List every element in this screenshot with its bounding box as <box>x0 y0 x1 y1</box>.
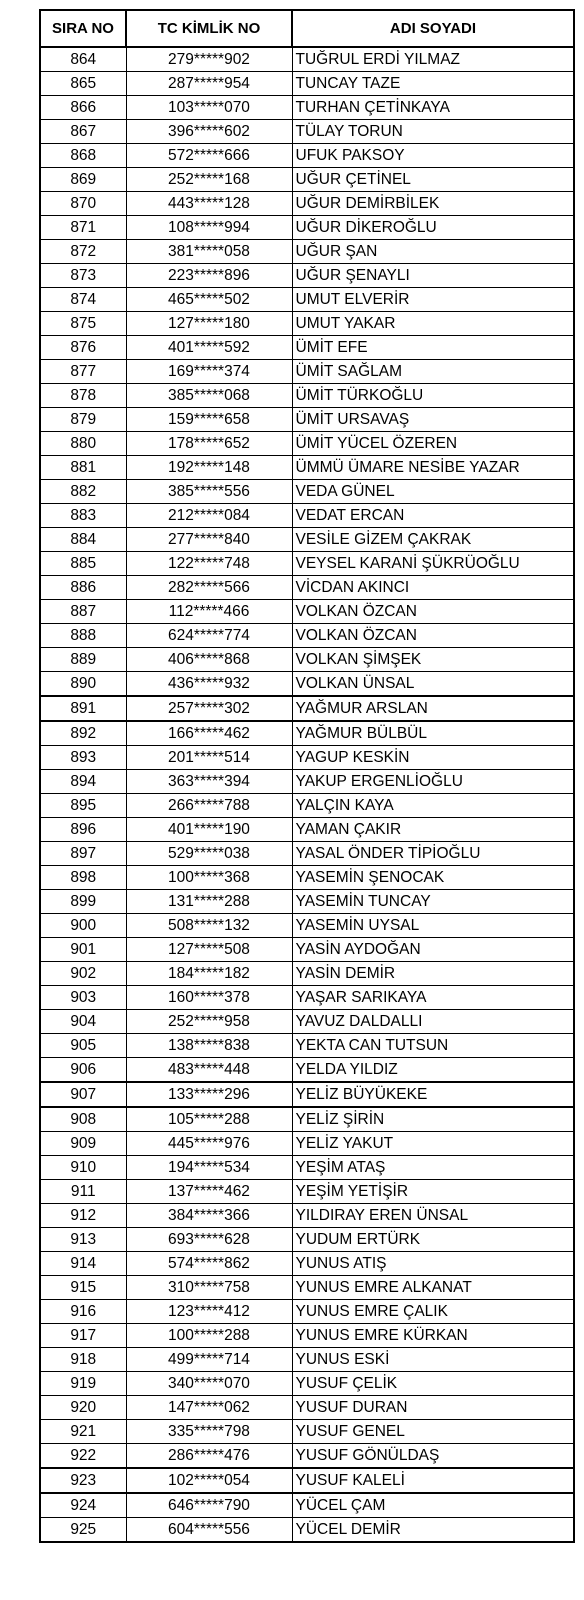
table-row <box>40 938 574 962</box>
table-row <box>40 1300 574 1324</box>
row-adi-soyadi: YELİZ YAKUT <box>292 1132 574 1156</box>
row-sira-no: 922 <box>40 1444 126 1469</box>
row-sira-no: 893 <box>40 746 126 770</box>
row-tc-kimlik-no: 396*****602 <box>126 120 292 144</box>
table-row <box>40 746 574 770</box>
table-row <box>40 696 574 721</box>
table-row <box>40 1082 574 1107</box>
row-adi-soyadi: YUDUM ERTÜRK <box>292 1228 574 1252</box>
row-sira-no: 885 <box>40 552 126 576</box>
table-row <box>40 72 574 96</box>
row-tc-kimlik-no: 335*****798 <box>126 1420 292 1444</box>
row-sira-no: 912 <box>40 1204 126 1228</box>
row-tc-kimlik-no: 693*****628 <box>126 1228 292 1252</box>
row-adi-soyadi: VEYSEL KARANİ ŞÜKRÜOĞLU <box>292 552 574 576</box>
row-sira-no: 880 <box>40 432 126 456</box>
row-adi-soyadi: TUĞRUL ERDİ YILMAZ <box>292 47 574 72</box>
table-row <box>40 1252 574 1276</box>
row-sira-no: 914 <box>40 1252 126 1276</box>
row-sira-no: 876 <box>40 336 126 360</box>
table-row <box>40 96 574 120</box>
row-sira-no: 879 <box>40 408 126 432</box>
table-row <box>40 1034 574 1058</box>
row-tc-kimlik-no: 529*****038 <box>126 842 292 866</box>
row-adi-soyadi: VOLKAN ÖZCAN <box>292 600 574 624</box>
row-tc-kimlik-no: 286*****476 <box>126 1444 292 1469</box>
row-adi-soyadi: YAGUP KESKİN <box>292 746 574 770</box>
row-adi-soyadi: YUSUF ÇELİK <box>292 1372 574 1396</box>
row-adi-soyadi: YUNUS EMRE ALKANAT <box>292 1276 574 1300</box>
row-sira-no: 909 <box>40 1132 126 1156</box>
row-sira-no: 901 <box>40 938 126 962</box>
row-sira-no: 883 <box>40 504 126 528</box>
row-adi-soyadi: YUSUF GÖNÜLDAŞ <box>292 1444 574 1469</box>
table-row <box>40 552 574 576</box>
row-adi-soyadi: ÜMMÜ ÜMARE NESİBE YAZAR <box>292 456 574 480</box>
row-tc-kimlik-no: 401*****190 <box>126 818 292 842</box>
row-tc-kimlik-no: 363*****394 <box>126 770 292 794</box>
row-sira-no: 900 <box>40 914 126 938</box>
row-sira-no: 874 <box>40 288 126 312</box>
row-tc-kimlik-no: 465*****502 <box>126 288 292 312</box>
row-sira-no: 919 <box>40 1372 126 1396</box>
row-adi-soyadi: TÜLAY TORUN <box>292 120 574 144</box>
row-tc-kimlik-no: 123*****412 <box>126 1300 292 1324</box>
row-sira-no: 913 <box>40 1228 126 1252</box>
table-row <box>40 1058 574 1083</box>
row-adi-soyadi: YASEMİN ŞENOCAK <box>292 866 574 890</box>
row-tc-kimlik-no: 257*****302 <box>126 696 292 721</box>
row-tc-kimlik-no: 406*****868 <box>126 648 292 672</box>
row-adi-soyadi: UĞUR DEMİRBİLEK <box>292 192 574 216</box>
row-sira-no: 888 <box>40 624 126 648</box>
row-sira-no: 917 <box>40 1324 126 1348</box>
table-row <box>40 432 574 456</box>
row-tc-kimlik-no: 445*****976 <box>126 1132 292 1156</box>
row-adi-soyadi: VESİLE GİZEM ÇAKRAK <box>292 528 574 552</box>
row-tc-kimlik-no: 385*****556 <box>126 480 292 504</box>
row-sira-no: 864 <box>40 47 126 72</box>
row-tc-kimlik-no: 137*****462 <box>126 1180 292 1204</box>
table-row <box>40 600 574 624</box>
row-tc-kimlik-no: 147*****062 <box>126 1396 292 1420</box>
row-adi-soyadi: UĞUR DİKEROĞLU <box>292 216 574 240</box>
table-row <box>40 408 574 432</box>
header-tc-kimlik-no: TC KİMLİK NO <box>126 10 292 47</box>
row-tc-kimlik-no: 279*****902 <box>126 47 292 72</box>
table-row <box>40 120 574 144</box>
row-tc-kimlik-no: 384*****366 <box>126 1204 292 1228</box>
table-row <box>40 1468 574 1493</box>
row-adi-soyadi: YUNUS EMRE ÇALIK <box>292 1300 574 1324</box>
table-row <box>40 1420 574 1444</box>
row-tc-kimlik-no: 381*****058 <box>126 240 292 264</box>
row-sira-no: 918 <box>40 1348 126 1372</box>
row-tc-kimlik-no: 169*****374 <box>126 360 292 384</box>
row-adi-soyadi: YEKTA CAN TUTSUN <box>292 1034 574 1058</box>
table-row <box>40 1010 574 1034</box>
row-tc-kimlik-no: 624*****774 <box>126 624 292 648</box>
row-tc-kimlik-no: 127*****508 <box>126 938 292 962</box>
table-row <box>40 770 574 794</box>
row-adi-soyadi: YEŞİM YETİŞİR <box>292 1180 574 1204</box>
table-row <box>40 890 574 914</box>
row-adi-soyadi: YAKUP ERGENLİOĞLU <box>292 770 574 794</box>
row-tc-kimlik-no: 192*****148 <box>126 456 292 480</box>
row-sira-no: 911 <box>40 1180 126 1204</box>
table-row <box>40 576 574 600</box>
row-adi-soyadi: TURHAN ÇETİNKAYA <box>292 96 574 120</box>
row-adi-soyadi: YASAL ÖNDER TİPİOĞLU <box>292 842 574 866</box>
row-sira-no: 882 <box>40 480 126 504</box>
row-adi-soyadi: TUNCAY TAZE <box>292 72 574 96</box>
row-adi-soyadi: YASİN DEMİR <box>292 962 574 986</box>
row-sira-no: 915 <box>40 1276 126 1300</box>
row-sira-no: 871 <box>40 216 126 240</box>
row-adi-soyadi: VEDAT ERCAN <box>292 504 574 528</box>
row-sira-no: 866 <box>40 96 126 120</box>
row-adi-soyadi: YAMAN ÇAKIR <box>292 818 574 842</box>
row-sira-no: 865 <box>40 72 126 96</box>
table-row <box>40 264 574 288</box>
row-adi-soyadi: UĞUR ŞENAYLI <box>292 264 574 288</box>
table-row <box>40 47 574 72</box>
row-adi-soyadi: UĞUR ÇETİNEL <box>292 168 574 192</box>
row-tc-kimlik-no: 105*****288 <box>126 1107 292 1132</box>
table-row <box>40 866 574 890</box>
row-adi-soyadi: YELDA YILDIZ <box>292 1058 574 1083</box>
row-sira-no: 898 <box>40 866 126 890</box>
row-tc-kimlik-no: 436*****932 <box>126 672 292 697</box>
row-tc-kimlik-no: 646*****790 <box>126 1493 292 1518</box>
row-adi-soyadi: YAĞMUR ARSLAN <box>292 696 574 721</box>
row-tc-kimlik-no: 112*****466 <box>126 600 292 624</box>
row-tc-kimlik-no: 499*****714 <box>126 1348 292 1372</box>
row-adi-soyadi: VOLKAN ŞİMŞEK <box>292 648 574 672</box>
row-sira-no: 908 <box>40 1107 126 1132</box>
row-sira-no: 878 <box>40 384 126 408</box>
table-row <box>40 1444 574 1469</box>
row-adi-soyadi: ÜMİT YÜCEL ÖZEREN <box>292 432 574 456</box>
row-tc-kimlik-no: 310*****758 <box>126 1276 292 1300</box>
row-tc-kimlik-no: 443*****128 <box>126 192 292 216</box>
table-row <box>40 1276 574 1300</box>
table-row <box>40 721 574 746</box>
row-sira-no: 873 <box>40 264 126 288</box>
row-sira-no: 907 <box>40 1082 126 1107</box>
row-adi-soyadi: VEDA GÜNEL <box>292 480 574 504</box>
row-sira-no: 895 <box>40 794 126 818</box>
table-row <box>40 1107 574 1132</box>
row-adi-soyadi: UMUT ELVERİR <box>292 288 574 312</box>
row-tc-kimlik-no: 223*****896 <box>126 264 292 288</box>
row-adi-soyadi: YÜCEL DEMİR <box>292 1518 574 1543</box>
table-row <box>40 1493 574 1518</box>
row-sira-no: 899 <box>40 890 126 914</box>
table-row <box>40 1372 574 1396</box>
row-adi-soyadi: VOLKAN ÜNSAL <box>292 672 574 697</box>
row-adi-soyadi: ÜMİT SAĞLAM <box>292 360 574 384</box>
row-adi-soyadi: YELİZ BÜYÜKEKE <box>292 1082 574 1107</box>
row-adi-soyadi: YUSUF DURAN <box>292 1396 574 1420</box>
row-tc-kimlik-no: 287*****954 <box>126 72 292 96</box>
row-adi-soyadi: YAŞAR SARIKAYA <box>292 986 574 1010</box>
header-sira-no: SIRA NO <box>40 10 126 47</box>
row-sira-no: 884 <box>40 528 126 552</box>
row-sira-no: 867 <box>40 120 126 144</box>
row-adi-soyadi: VİCDAN AKINCI <box>292 576 574 600</box>
row-adi-soyadi: YUNUS EMRE KÜRKAN <box>292 1324 574 1348</box>
table-row <box>40 1348 574 1372</box>
row-tc-kimlik-no: 266*****788 <box>126 794 292 818</box>
table-row <box>40 1324 574 1348</box>
row-tc-kimlik-no: 178*****652 <box>126 432 292 456</box>
table-row <box>40 240 574 264</box>
row-adi-soyadi: YASEMİN UYSAL <box>292 914 574 938</box>
table-row <box>40 842 574 866</box>
row-sira-no: 924 <box>40 1493 126 1518</box>
row-sira-no: 881 <box>40 456 126 480</box>
row-sira-no: 868 <box>40 144 126 168</box>
table-row <box>40 1518 574 1543</box>
row-sira-no: 869 <box>40 168 126 192</box>
table-row <box>40 914 574 938</box>
row-tc-kimlik-no: 201*****514 <box>126 746 292 770</box>
row-sira-no: 892 <box>40 721 126 746</box>
row-sira-no: 894 <box>40 770 126 794</box>
table-row <box>40 528 574 552</box>
row-adi-soyadi: UFUK PAKSOY <box>292 144 574 168</box>
row-tc-kimlik-no: 508*****132 <box>126 914 292 938</box>
row-adi-soyadi: YUSUF KALELİ <box>292 1468 574 1493</box>
table-row <box>40 1204 574 1228</box>
table-row <box>40 672 574 697</box>
row-sira-no: 910 <box>40 1156 126 1180</box>
row-adi-soyadi: YELİZ ŞİRİN <box>292 1107 574 1132</box>
row-tc-kimlik-no: 159*****658 <box>126 408 292 432</box>
row-sira-no: 903 <box>40 986 126 1010</box>
table-row <box>40 360 574 384</box>
header-adi-soyadi: ADI SOYADI <box>292 10 574 47</box>
row-sira-no: 904 <box>40 1010 126 1034</box>
row-adi-soyadi: ÜMİT EFE <box>292 336 574 360</box>
table-row <box>40 1228 574 1252</box>
table-row <box>40 1396 574 1420</box>
row-tc-kimlik-no: 604*****556 <box>126 1518 292 1543</box>
table-row <box>40 456 574 480</box>
table-row <box>40 794 574 818</box>
row-sira-no: 877 <box>40 360 126 384</box>
row-adi-soyadi: YAĞMUR BÜLBÜL <box>292 721 574 746</box>
row-tc-kimlik-no: 574*****862 <box>126 1252 292 1276</box>
row-adi-soyadi: YUSUF GENEL <box>292 1420 574 1444</box>
table-row <box>40 480 574 504</box>
row-adi-soyadi: YILDIRAY EREN ÜNSAL <box>292 1204 574 1228</box>
row-adi-soyadi: YEŞİM ATAŞ <box>292 1156 574 1180</box>
row-sira-no: 925 <box>40 1518 126 1543</box>
row-tc-kimlik-no: 133*****296 <box>126 1082 292 1107</box>
row-sira-no: 896 <box>40 818 126 842</box>
row-adi-soyadi: YASİN AYDOĞAN <box>292 938 574 962</box>
row-sira-no: 920 <box>40 1396 126 1420</box>
row-adi-soyadi: YASEMİN TUNCAY <box>292 890 574 914</box>
row-sira-no: 923 <box>40 1468 126 1493</box>
row-tc-kimlik-no: 166*****462 <box>126 721 292 746</box>
row-tc-kimlik-no: 127*****180 <box>126 312 292 336</box>
row-tc-kimlik-no: 277*****840 <box>126 528 292 552</box>
table-row <box>40 818 574 842</box>
row-adi-soyadi: YAVUZ DALDALLI <box>292 1010 574 1034</box>
table-body <box>40 47 574 1542</box>
row-sira-no: 872 <box>40 240 126 264</box>
row-adi-soyadi: UĞUR ŞAN <box>292 240 574 264</box>
table-row <box>40 288 574 312</box>
table-row <box>40 986 574 1010</box>
row-tc-kimlik-no: 194*****534 <box>126 1156 292 1180</box>
row-tc-kimlik-no: 340*****070 <box>126 1372 292 1396</box>
row-tc-kimlik-no: 385*****068 <box>126 384 292 408</box>
row-adi-soyadi: YALÇIN KAYA <box>292 794 574 818</box>
table-row <box>40 504 574 528</box>
row-tc-kimlik-no: 108*****994 <box>126 216 292 240</box>
row-adi-soyadi: UMUT YAKAR <box>292 312 574 336</box>
row-adi-soyadi: ÜMİT URSAVAŞ <box>292 408 574 432</box>
row-tc-kimlik-no: 572*****666 <box>126 144 292 168</box>
row-tc-kimlik-no: 160*****378 <box>126 986 292 1010</box>
row-sira-no: 886 <box>40 576 126 600</box>
row-sira-no: 897 <box>40 842 126 866</box>
row-adi-soyadi: YÜCEL ÇAM <box>292 1493 574 1518</box>
table-row <box>40 624 574 648</box>
row-adi-soyadi: ÜMİT TÜRKOĞLU <box>292 384 574 408</box>
table-row <box>40 1180 574 1204</box>
row-tc-kimlik-no: 100*****368 <box>126 866 292 890</box>
list-table <box>39 9 575 1543</box>
row-adi-soyadi: VOLKAN ÖZCAN <box>292 624 574 648</box>
row-tc-kimlik-no: 483*****448 <box>126 1058 292 1083</box>
row-sira-no: 921 <box>40 1420 126 1444</box>
table-row <box>40 192 574 216</box>
row-tc-kimlik-no: 100*****288 <box>126 1324 292 1348</box>
row-tc-kimlik-no: 401*****592 <box>126 336 292 360</box>
row-tc-kimlik-no: 252*****958 <box>126 1010 292 1034</box>
row-sira-no: 891 <box>40 696 126 721</box>
row-adi-soyadi: YUNUS ESKİ <box>292 1348 574 1372</box>
row-tc-kimlik-no: 282*****566 <box>126 576 292 600</box>
row-sira-no: 887 <box>40 600 126 624</box>
row-tc-kimlik-no: 138*****838 <box>126 1034 292 1058</box>
row-sira-no: 916 <box>40 1300 126 1324</box>
row-sira-no: 889 <box>40 648 126 672</box>
table-row <box>40 384 574 408</box>
row-tc-kimlik-no: 212*****084 <box>126 504 292 528</box>
table-row <box>40 216 574 240</box>
table-row <box>40 648 574 672</box>
row-tc-kimlik-no: 131*****288 <box>126 890 292 914</box>
row-sira-no: 902 <box>40 962 126 986</box>
row-tc-kimlik-no: 184*****182 <box>126 962 292 986</box>
table-row <box>40 336 574 360</box>
table-row <box>40 1132 574 1156</box>
table-row <box>40 312 574 336</box>
row-sira-no: 870 <box>40 192 126 216</box>
table-row <box>40 168 574 192</box>
table-row <box>40 144 574 168</box>
row-sira-no: 875 <box>40 312 126 336</box>
row-tc-kimlik-no: 122*****748 <box>126 552 292 576</box>
row-tc-kimlik-no: 102*****054 <box>126 1468 292 1493</box>
row-tc-kimlik-no: 103*****070 <box>126 96 292 120</box>
row-sira-no: 905 <box>40 1034 126 1058</box>
row-sira-no: 890 <box>40 672 126 697</box>
table-row <box>40 1156 574 1180</box>
row-tc-kimlik-no: 252*****168 <box>126 168 292 192</box>
row-adi-soyadi: YUNUS ATIŞ <box>292 1252 574 1276</box>
table-row <box>40 962 574 986</box>
header-row <box>40 10 574 47</box>
row-sira-no: 906 <box>40 1058 126 1083</box>
